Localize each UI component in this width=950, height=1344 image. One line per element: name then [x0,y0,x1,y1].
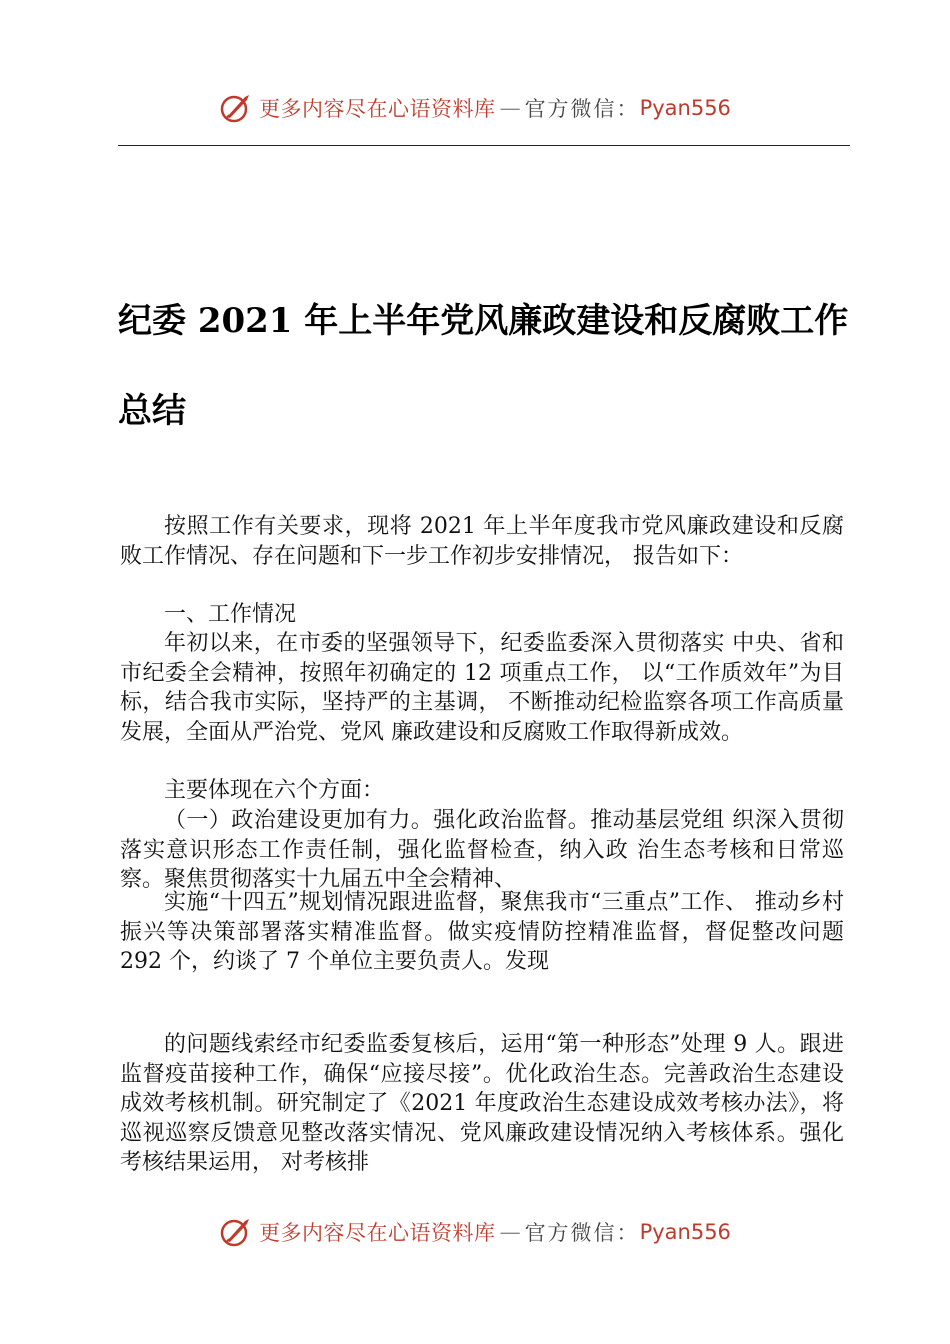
watermark-separator: — [499,96,521,120]
item-1-paragraph: （一）政治建设更加有力。强化政治监督。推动基层党组 织深入贯彻落实意识形态工作责任制，强化监督检查，纳入政 治生态考核和日常巡察。聚焦贯彻落实十九届五中全会精神、 [120,808,844,892]
watermark-text: 更多内容尽在心语资料库 [259,1221,496,1245]
watermark-separator: — [499,1220,521,1244]
item-1-continuation: 实施“十四五”规划情况跟进监督，聚焦我市“三重点”工作、 推动乡村振兴等决策部署落实精准监督。做实疫情防控精准监督，督促整改问题 292 个，约谈了 7 个单位主要负责人。发现 [120,890,844,974]
section-heading-work-status: 一、工作情况 [164,602,297,627]
wechat-id: Pyan556 [639,96,731,120]
body-paragraph-2: 的问题线索经市纪委监委复核后，运用“第一种形态”处理 9 人。跟进监督疫苗接种工作，确保“应接尽接”。优化政治生态。完善政治生态建设成效考核机制。研究制定了《2021 年度政治生态建设成效考核办法》，将巡视巡察反馈意见整改落实情况、党风廉政建设情况纳入考核体系。强化考核结果运用， 对考核排 [120,1032,844,1175]
header-divider [118,145,850,146]
quill-pen-logo-icon [219,1215,253,1249]
wechat-label: 官方微信： [524,97,640,121]
watermark-text: 更多内容尽在心语资料库 [259,97,496,121]
document-title: 纪委 2021 年上半年党风廉政建设和反腐败工作总结 [118,301,849,431]
body-paragraph-1: 年初以来，在市委的坚强领导下，纪委监委深入贯彻落实 中央、省和市纪委全会精神，按照年初确定的 12 项重点工作， 以“工作质效年”为目标，结合我市实际，坚持严的主基调， 不断推动纪检监察各项工作高质量发展，全面从严治党、党风 廉政建设和反腐败工作取得新成效。 [120,631,844,745]
quill-pen-logo-icon [219,91,253,125]
footer-watermark [0,1212,950,1252]
intro-paragraph: 按照工作有关要求，现将 2021 年上半年度我市党风廉政建设和反腐败工作情况、存在问题和下一步工作初步安排情况， 报告如下： [120,514,844,569]
main-aspects-line: 主要体现在六个方面： [164,778,385,803]
wechat-id: Pyan556 [639,1220,731,1244]
wechat-label: 官方微信： [524,1221,640,1245]
header-watermark [0,88,950,128]
